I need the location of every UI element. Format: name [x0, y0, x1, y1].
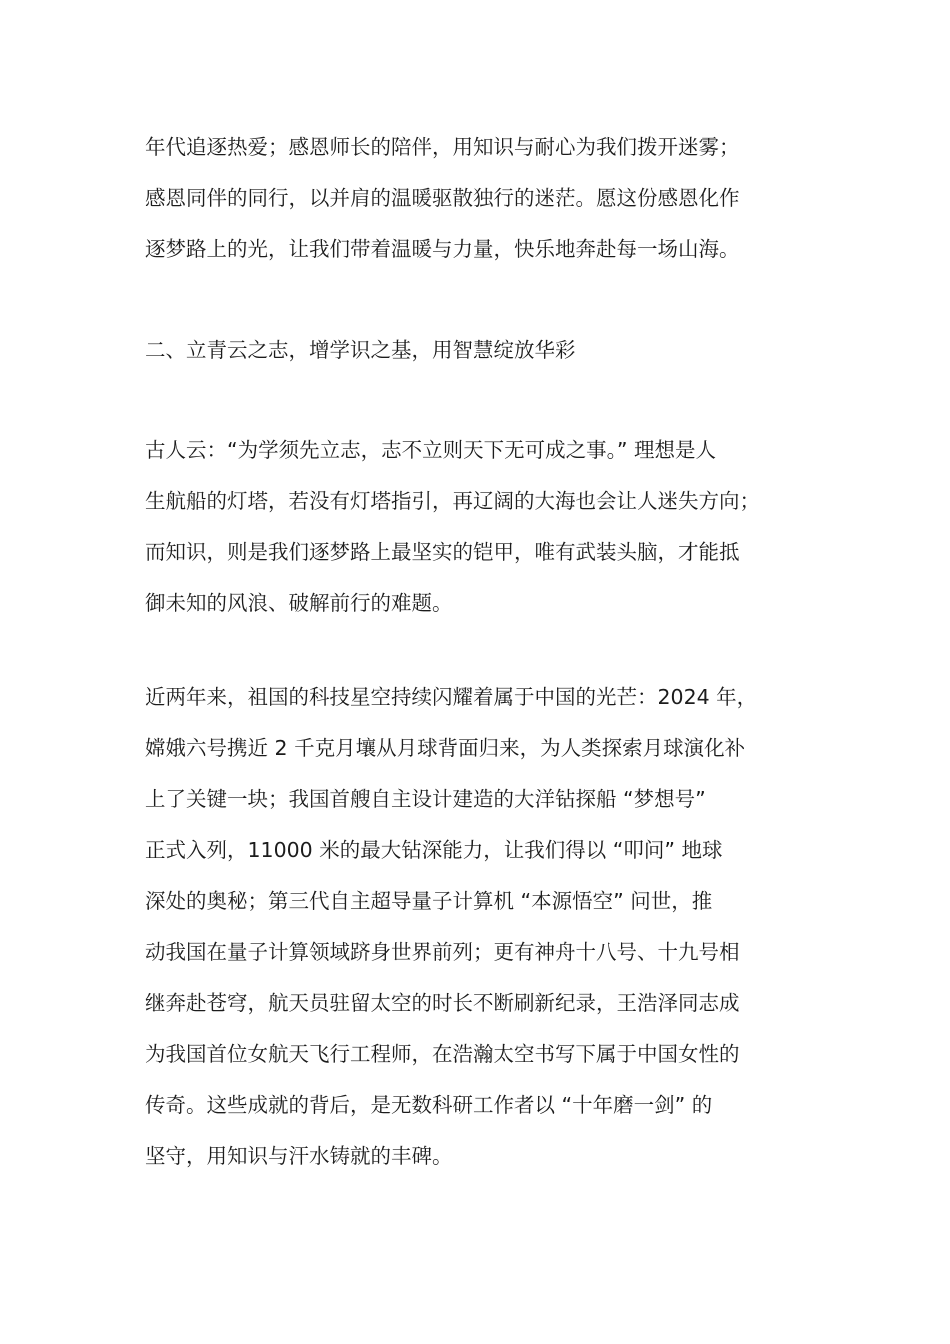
paragraph-line: 继奔赴苍穹，航天员驻留太空的时长不断刷新纪录，王浩泽同志成	[145, 991, 740, 1015]
paragraph-line: 正式入列，11000 米的最大钻深能力，让我们得以 “叩问” 地球	[145, 838, 723, 862]
paragraph-line: 感恩同伴的同行，以并肩的温暖驱散独行的迷茫。愿这份感恩化作	[145, 186, 740, 210]
paragraph-line: 近两年来，祖国的科技星空持续闪耀着属于中国的光芒：2024 年，	[145, 685, 758, 709]
paragraph-line: 御未知的风浪、破解前行的难题。	[145, 591, 453, 615]
paragraph-line: 嫦娥六号携近 2 千克月壤从月球背面归来，为人类探索月球演化补	[145, 736, 746, 760]
paragraph-line: 上了关键一块；我国首艘自主设计建造的大洋钻探船 “梦想号”	[145, 787, 706, 811]
paragraph-line: 年代追逐热爱；感恩师长的陪伴，用知识与耐心为我们拨开迷雾；	[145, 135, 740, 159]
paragraph-ambition	[145, 425, 825, 629]
paragraph-line: 生航船的灯塔，若没有灯塔指引，再辽阔的大海也会让人迷失方向；	[145, 489, 760, 513]
paragraph-line: 深处的奥秘；第三代自主超导量子计算机 “本源悟空” 问世，推	[145, 889, 713, 913]
paragraph-gratitude	[145, 122, 825, 275]
paragraph-line: 为我国首位女航天飞行工程师，在浩瀚太空书写下属于中国女性的	[145, 1042, 740, 1066]
heading-text: 二、立青云之志，增学识之基，用智慧绽放华彩	[145, 338, 576, 362]
paragraph-line: 古人云：“为学须先立志，志不立则天下无可成之事。” 理想是人	[145, 438, 717, 462]
paragraph-line: 逐梦路上的光，让我们带着温暖与力量，快乐地奔赴每一场山海。	[145, 237, 740, 261]
paragraph-achievements	[145, 672, 825, 1182]
paragraph-line: 动我国在量子计算领域跻身世界前列；更有神舟十八号、十九号相	[145, 940, 740, 964]
paragraph-line: 传奇。这些成就的背后，是无数科研工作者以 “十年磨一剑” 的	[145, 1093, 713, 1117]
section-heading-2	[145, 325, 825, 376]
paragraph-line: 坚守，用知识与汗水铸就的丰碑。	[145, 1144, 453, 1168]
paragraph-line: 而知识，则是我们逐梦路上最坚实的铠甲，唯有武装头脑，才能抵	[145, 540, 740, 564]
